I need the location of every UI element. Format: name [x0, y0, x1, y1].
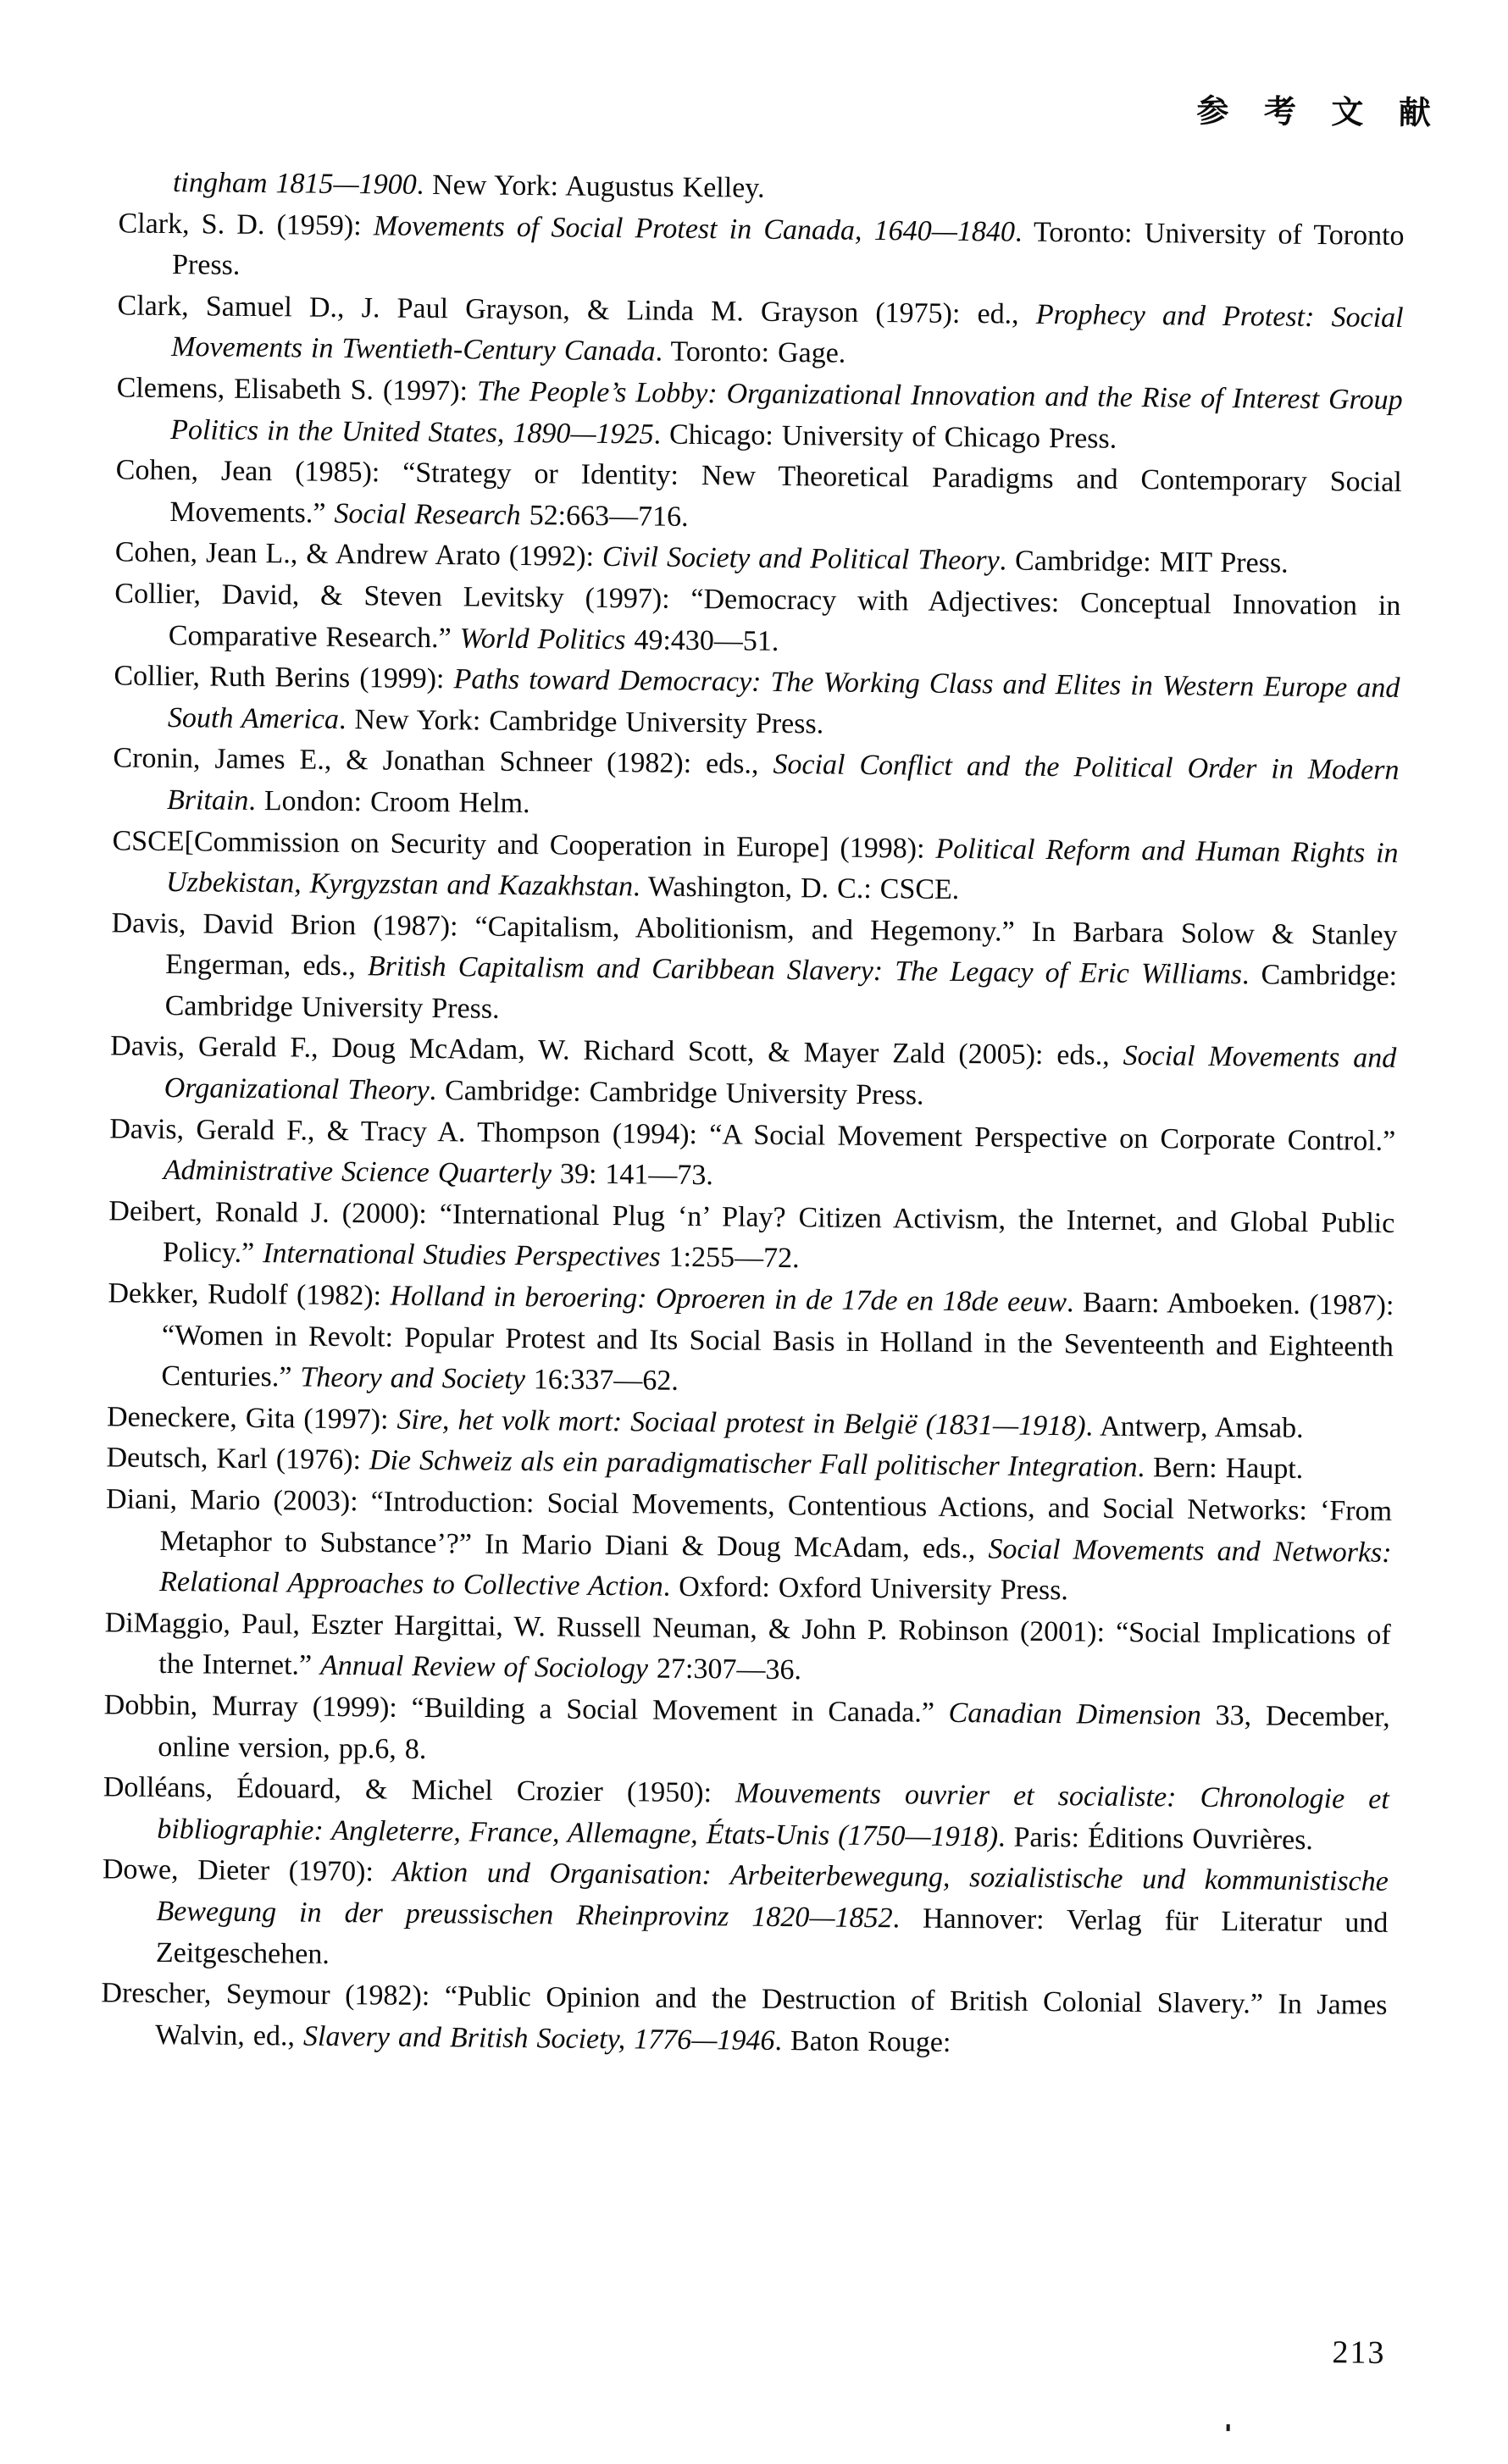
reference-text-segment: 27:307—36. [647, 1653, 802, 1686]
reference-text-segment: . Paris: Éditions Ouvrières. [997, 1821, 1314, 1856]
reference-entry [109, 1109, 1396, 1204]
reference-title-segment: Social Movements and Organizational Theory [164, 1040, 1397, 1107]
reference-title-segment: Annual Review of Sociology [319, 1650, 649, 1685]
reference-text-segment: Dobbin, Murray (1999): “Building a Social Movement in Canada.” [103, 1689, 949, 1729]
reference-text-segment: . Antwerp, Amsab. [1085, 1410, 1304, 1444]
reference-entry [110, 903, 1397, 1038]
reference-text-segment: 1:255—72. [660, 1242, 800, 1275]
reference-entry [102, 1850, 1389, 1985]
reference-text-segment: 33, December, online version, pp.6, 8. [158, 1699, 1390, 1765]
reference-title-segment: Social Research [334, 497, 521, 531]
reference-title-segment: British Capitalism and Caribbean Slavery: The Legacy of Eric Williams [367, 950, 1243, 991]
reference-entry [114, 656, 1400, 751]
reference-text-segment: Collier, David, & Steven Levitsky (1997): “Democracy with Adjectives: Conceptual Innovation in Comparative Research.” [114, 578, 1401, 654]
reference-title-segment: International Studies Perspectives [263, 1238, 661, 1274]
reference-text-segment: 16:337—62. [524, 1364, 679, 1398]
reference-text-segment: . Washington, D. C.: CSCE. [632, 871, 960, 906]
reference-entry [107, 1273, 1394, 1409]
reference-entry [118, 203, 1405, 298]
reference-text-segment: 52:663—716. [520, 499, 689, 533]
reference-title-segment: Movements of Social Protest in Canada, 1640—1840 [373, 209, 1016, 248]
reference-title-segment: Social Movements and Networks: Relational Approaches to Collective Action [159, 1532, 1392, 1603]
reference-entry [113, 739, 1400, 833]
reference-title-segment: Administrative Science Quarterly [163, 1154, 552, 1190]
reference-text-segment: Dekker, Rudolf (1982): [108, 1277, 391, 1312]
reference-text-segment: Davis, Gerald F., Doug McAdam, W. Richard Scott, & Mayer Zald (2005): eds., [110, 1030, 1123, 1072]
reference-text-segment: . Cambridge: MIT Press. [999, 545, 1289, 580]
reference-text-segment: DiMaggio, Paul, Eszter Hargittai, W. Russell Neuman, & John P. Robinson (2001): “Social Implications of the Internet.” [104, 1607, 1391, 1682]
reference-title-segment: Political Reform and Human Rights in Uzbekistan, Kyrgyzstan and Kazakhstan [165, 833, 1399, 903]
reference-entry [103, 1767, 1389, 1862]
reference-entry [108, 1191, 1395, 1286]
reference-entry [101, 1973, 1388, 2068]
reference-text-segment: Deibert, Ronald J. (2000): “International Plug ‘n’ Play? Citizen Activism, the Internet, and Global Public Policy.” [108, 1195, 1395, 1270]
reference-title-segment: World Politics [459, 622, 626, 656]
reference-text-segment: . Toronto: Gage. [655, 335, 846, 370]
reference-text-segment: Cohen, Jean L., & Andrew Arato (1992): [114, 536, 603, 573]
reference-title-segment: tingham 1815—1900 [172, 167, 417, 201]
reference-entry [105, 1479, 1392, 1614]
reference-text-segment: Cohen, Jean (1985): “Strategy or Identity: New Theoretical Paradigms and Contemporary Social Movements.” [115, 454, 1402, 529]
reference-title-segment: Paths toward Democracy: The Working Class and Elites in Western Europe and South America [167, 663, 1400, 735]
page-number: 213 [1332, 2334, 1386, 2371]
reference-text-segment: . Baton Rouge: [774, 2024, 951, 2058]
reference-text-segment: Dolléans, Édouard, & Michel Crozier (1950): [103, 1771, 736, 1809]
reference-text-segment: . Bern: Haupt. [1137, 1452, 1304, 1486]
reference-text-segment: . London: Croom Helm. [248, 784, 530, 820]
reference-text-segment: . New York: Cambridge University Press. [338, 703, 824, 740]
reference-title-segment: Sire, het volk mort: Sociaal protest in België (1831—1918) [396, 1404, 1086, 1442]
reference-entry [104, 1603, 1391, 1697]
reference-text-segment: Clark, Samuel D., J. Paul Grayson, & Linda M. Grayson (1975): ed., [117, 290, 1037, 330]
reference-entry [114, 573, 1401, 668]
reference-title-segment: The People’s Lobby: Organizational Innovation and the Rise of Interest Group Politics in the United States, 1890—1925 [170, 375, 1403, 451]
reference-text-segment: Drescher, Seymour (1982): “Public Opinion and the Destruction of British Colonial Slavery.” In James Walvin, ed., [101, 1977, 1388, 2052]
reference-text-segment: Diani, Mario (2003): “Introduction: Social Movements, Contentious Actions, and Social Networks: ‘From Metaphor to Substance’?” In Mario Diani & Doug McAdam, eds., [105, 1483, 1393, 1564]
reference-entry [116, 368, 1403, 462]
reference-text-segment: . Hannover: Verlag für Literatur und Zeitgeschehen. [155, 1902, 1389, 1970]
reference-entry [103, 1685, 1390, 1780]
reference-text-segment: 39: 141—73. [551, 1158, 714, 1192]
reference-text-segment: 49:430—51. [625, 623, 779, 657]
reference-text-segment: Dowe, Dieter (1970): [102, 1853, 393, 1888]
reference-entry [112, 821, 1399, 916]
reference-text-segment: Davis, Gerald F., & Tracy A. Thompson (1994): “A Social Movement Perspective on Corporate Control.” [109, 1113, 1396, 1157]
reference-title-segment: Aktion und Organisation: Arbeiterbewegung, sozialistische und kommunistische Bewegung in der preussischen Rheinprovinz 1820—1852 [156, 1856, 1389, 1935]
reference-text-segment: Clark, S. D. (1959): [118, 208, 374, 241]
running-head-title: 参 考 文 献 [1196, 93, 1445, 132]
reference-title-segment: Theory and Society [300, 1361, 526, 1396]
reference-entry [115, 451, 1402, 545]
ink-speck-artifact [1227, 2424, 1230, 2431]
reference-title-segment: Holland in beroering: Oproeren in de 17de en 18de eeuw [390, 1280, 1067, 1319]
reference-text-segment: . Chicago: University of Chicago Press. [653, 418, 1117, 455]
reference-title-segment: Canadian Dimension [948, 1697, 1202, 1731]
reference-text-segment: Collier, Ruth Berins (1999): [114, 660, 454, 695]
reference-text-segment: Deneckere, Gita (1997): [106, 1401, 397, 1436]
reference-title-segment: Civil Society and Political Theory [602, 541, 1000, 577]
reference-text-segment: . Cambridge: Cambridge University Press. [164, 959, 1398, 1025]
reference-list [101, 162, 1405, 2068]
reference-entry [110, 1027, 1397, 1121]
reference-title-segment: Die Schweiz als ein paradigmatischer Fall politischer Integration [369, 1444, 1138, 1484]
reference-text-segment: CSCE[Commission on Security and Cooperation in Europe] (1998): [112, 824, 936, 865]
reference-entry [117, 285, 1404, 380]
reference-text-segment: Cronin, James E., & Jonathan Schneer (1982): eds., [113, 742, 773, 781]
reference-title-segment: Mouvements ouvrier et socialiste: Chronologie et bibliographie: Angleterre, France, Allemagne, États-Unis (1750—1918) [157, 1777, 1389, 1853]
reference-title-segment: Prophecy and Protest: Social Movements in Twentieth-Century Canada [170, 298, 1404, 368]
reference-text-segment: Davis, David Brion (1987): “Capitalism, Abolitionism, and Hegemony.” In Barbara Solow & Stanley Engerman, eds., [111, 907, 1398, 983]
reference-text-segment: . Toronto: University of Toronto Press. [171, 216, 1405, 281]
reference-text-segment: Deutsch, Karl (1976): [106, 1442, 370, 1476]
reference-text-segment: . Baarn: Amboeken. (1987): “Women in Revolt: Popular Protest and Its Social Basis in Holland in the Seventeenth and Eighteenth Centuries.” [161, 1287, 1394, 1393]
reference-text-segment: . Cambridge: Cambridge University Press. [429, 1075, 924, 1111]
reference-text-segment: Clemens, Elisabeth S. (1997): [116, 372, 478, 407]
reference-title-segment: Social Conflict and the Political Order in Modern Britain [166, 749, 1400, 817]
reference-title-segment: Slavery and British Society, 1776—1946 [302, 2020, 775, 2057]
reference-text-segment: . Oxford: Oxford University Press. [663, 1570, 1069, 1607]
reference-text-segment: . New York: Augustus Kelley. [416, 169, 765, 204]
